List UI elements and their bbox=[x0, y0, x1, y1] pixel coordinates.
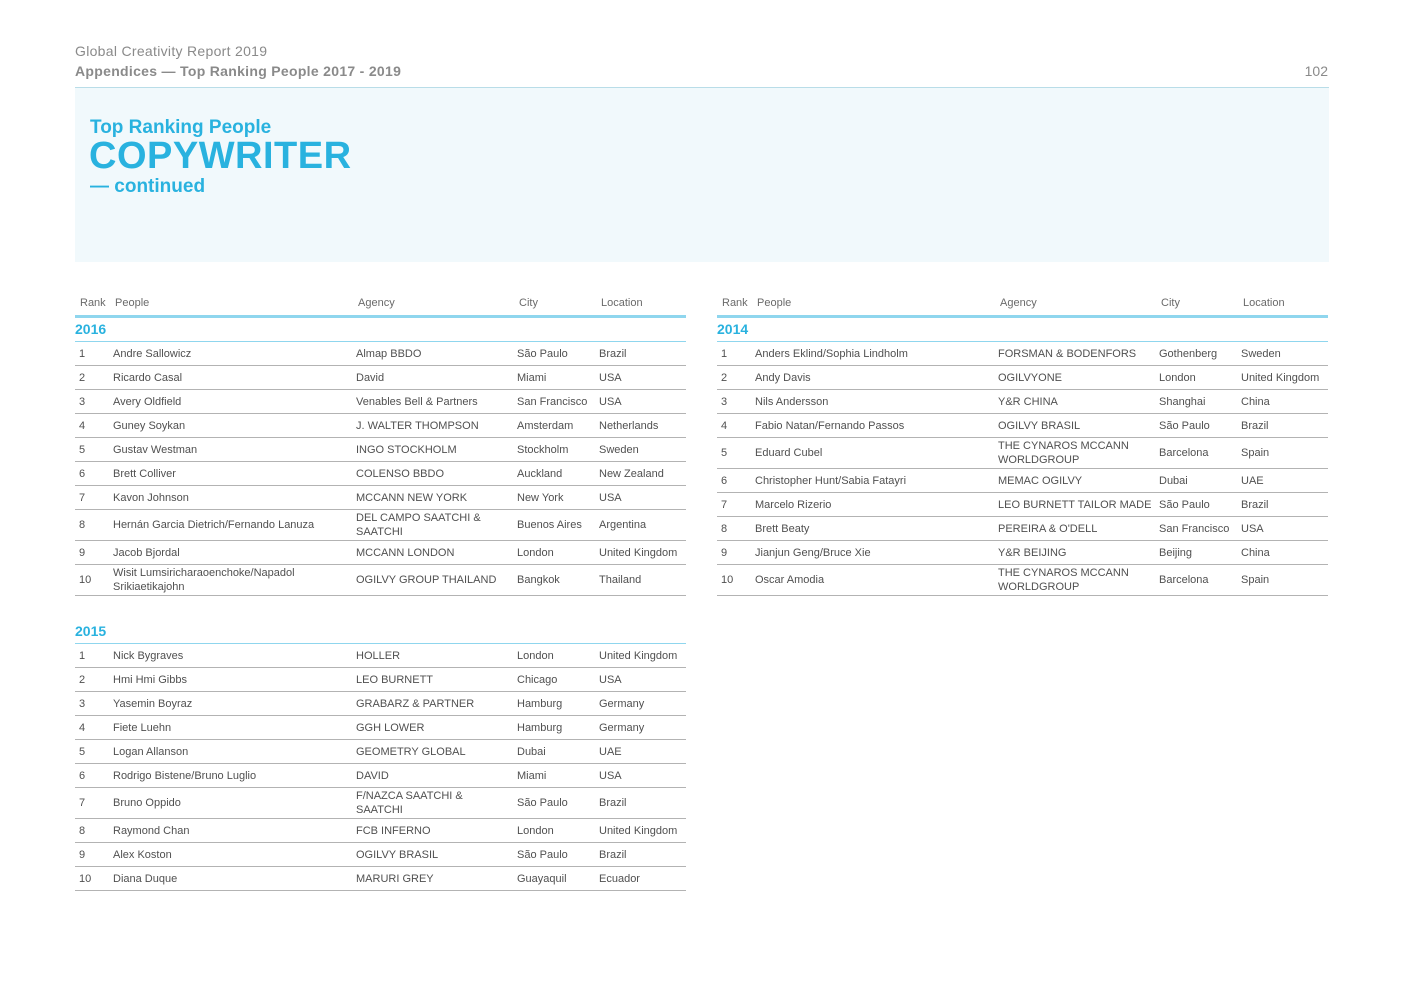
location-cell: Sweden bbox=[1241, 347, 1281, 360]
rank-cell: 7 bbox=[721, 498, 728, 511]
people-cell: Gustav Westman bbox=[113, 443, 198, 456]
agency-cell: GEOMETRY GLOBAL bbox=[356, 745, 466, 758]
city-cell: San Francisco bbox=[1159, 522, 1230, 535]
people-cell: Nils Andersson bbox=[755, 395, 829, 408]
city-cell: São Paulo bbox=[517, 347, 568, 360]
people-cell: Anders Eklind/Sophia Lindholm bbox=[755, 347, 908, 360]
city-cell: London bbox=[1159, 371, 1196, 384]
location-cell: Thailand bbox=[599, 574, 642, 586]
agency-cell: HOLLER bbox=[356, 649, 401, 662]
city-cell: Hamburg bbox=[517, 697, 563, 710]
agency-cell: OGILVY GROUP THAILAND bbox=[356, 574, 497, 586]
rank-cell: 9 bbox=[721, 546, 728, 559]
rank-cell: 7 bbox=[79, 491, 86, 504]
agency-cell: FORSMAN & BODENFORS bbox=[998, 347, 1137, 360]
city-cell: Dubai bbox=[1159, 474, 1188, 487]
rank-cell: 1 bbox=[721, 347, 728, 360]
people-cell: Jianjun Geng/Bruce Xie bbox=[755, 546, 871, 559]
agency-cell: COLENSO BBDO bbox=[356, 467, 445, 480]
agency-cell: Venables Bell & Partners bbox=[356, 395, 478, 408]
people-cell: Ricardo Casal bbox=[113, 371, 183, 384]
rank-cell: 10 bbox=[79, 872, 92, 885]
agency-cell: LEO BURNETT TAILOR MADE bbox=[998, 498, 1152, 511]
rank-cell: 1 bbox=[79, 347, 86, 360]
report-title: Global Creativity Report 2019 bbox=[75, 43, 268, 59]
col-agency: Agency bbox=[1000, 297, 1037, 309]
city-cell: São Paulo bbox=[517, 797, 568, 809]
col-rank: Rank bbox=[80, 297, 106, 309]
col-people: People bbox=[757, 297, 792, 309]
hero-continued: — continued bbox=[90, 176, 206, 197]
table-2015-body bbox=[75, 644, 686, 891]
col-location: Location bbox=[601, 297, 643, 309]
people-cell: Brett Colliver bbox=[113, 467, 176, 480]
table-row bbox=[75, 565, 686, 596]
col-rank: Rank bbox=[722, 297, 748, 309]
table-row bbox=[717, 390, 1328, 414]
table-row bbox=[717, 342, 1328, 366]
rank-cell: 7 bbox=[79, 797, 86, 809]
table-row bbox=[75, 462, 686, 486]
table-row bbox=[75, 764, 686, 788]
rank-cell: 6 bbox=[79, 769, 86, 782]
city-cell: Auckland bbox=[517, 467, 563, 480]
agency-cell: OGILVYONE bbox=[998, 371, 1062, 384]
agency-cell: OGILVY BRASIL bbox=[356, 848, 439, 861]
city-cell: London bbox=[517, 649, 554, 662]
agency-cell: THE CYNAROS MCCANN WORLDGROUP bbox=[998, 567, 1129, 593]
table-row bbox=[75, 867, 686, 891]
table-row bbox=[75, 366, 686, 390]
agency-cell: MEMAC OGILVY bbox=[998, 474, 1083, 487]
table-row bbox=[75, 740, 686, 764]
people-cell: Kavon Johnson bbox=[113, 491, 189, 504]
location-cell: Brazil bbox=[599, 797, 627, 809]
table-row bbox=[717, 366, 1328, 390]
rank-cell: 9 bbox=[79, 546, 86, 559]
city-cell: Barcelona bbox=[1159, 574, 1209, 586]
table-row bbox=[75, 668, 686, 692]
location-cell: USA bbox=[599, 395, 622, 408]
people-cell: Eduard Cubel bbox=[755, 447, 823, 459]
people-cell: Andre Sallowicz bbox=[113, 347, 192, 360]
city-cell: Beijing bbox=[1159, 546, 1193, 559]
rank-cell: 2 bbox=[79, 371, 86, 384]
rank-cell: 6 bbox=[79, 467, 86, 480]
rank-cell: 5 bbox=[79, 745, 86, 758]
people-cell: Hernán Garcia Dietrich/Fernando Lanuza bbox=[113, 519, 315, 531]
rank-cell: 2 bbox=[79, 673, 86, 686]
location-cell: China bbox=[1241, 395, 1270, 408]
people-cell: Yasemin Boyraz bbox=[113, 697, 193, 710]
table-row bbox=[75, 486, 686, 510]
city-cell: São Paulo bbox=[1159, 419, 1210, 432]
agency-cell: MCCANN NEW YORK bbox=[356, 491, 468, 504]
city-cell: London bbox=[517, 824, 554, 837]
city-cell: Dubai bbox=[517, 745, 546, 758]
table-row bbox=[75, 438, 686, 462]
table-row bbox=[75, 541, 686, 565]
location-cell: Brazil bbox=[599, 848, 627, 861]
people-cell: Alex Koston bbox=[113, 848, 172, 861]
agency-cell: Almap BBDO bbox=[356, 347, 422, 360]
year-2014-label: 2014 bbox=[717, 318, 1328, 342]
table-row bbox=[717, 414, 1328, 438]
city-cell: São Paulo bbox=[1159, 498, 1210, 511]
agency-cell: OGILVY BRASIL bbox=[998, 419, 1081, 432]
table-row bbox=[717, 517, 1328, 541]
rank-cell: 3 bbox=[79, 395, 86, 408]
people-cell: Jacob Bjordal bbox=[113, 546, 180, 559]
people-cell: Logan Allanson bbox=[113, 745, 189, 758]
agency-cell: MCCANN LONDON bbox=[356, 546, 455, 559]
col-city: City bbox=[1161, 297, 1180, 309]
location-cell: United Kingdom bbox=[599, 824, 678, 837]
rank-cell: 6 bbox=[721, 474, 728, 487]
column-header-row bbox=[75, 297, 686, 318]
section-title: Appendices — Top Ranking People 2017 - 2019 bbox=[75, 63, 402, 79]
location-cell: Brazil bbox=[599, 347, 627, 360]
rank-cell: 8 bbox=[721, 522, 728, 535]
location-cell: USA bbox=[1241, 522, 1264, 535]
table-2016-body bbox=[75, 342, 686, 596]
col-agency: Agency bbox=[358, 297, 395, 309]
city-cell: Stockholm bbox=[517, 443, 569, 456]
city-cell: Gothenberg bbox=[1159, 347, 1218, 360]
rank-cell: 3 bbox=[721, 395, 728, 408]
city-cell: Hamburg bbox=[517, 721, 563, 734]
city-cell: Miami bbox=[517, 371, 547, 384]
agency-cell: GRABARZ & PARTNER bbox=[356, 697, 475, 710]
rank-cell: 10 bbox=[79, 574, 92, 586]
table-row bbox=[75, 644, 686, 668]
people-cell: Nick Bygraves bbox=[113, 649, 184, 662]
location-cell: Brazil bbox=[1241, 498, 1269, 511]
rank-cell: 4 bbox=[79, 419, 86, 432]
location-cell: China bbox=[1241, 546, 1270, 559]
table-row bbox=[75, 342, 686, 366]
table-row bbox=[717, 541, 1328, 565]
location-cell: USA bbox=[599, 371, 622, 384]
agency-cell: MARURI GREY bbox=[356, 872, 434, 885]
people-cell: Andy Davis bbox=[755, 371, 811, 384]
table-row bbox=[75, 843, 686, 867]
people-cell: Rodrigo Bistene/Bruno Luglio bbox=[113, 769, 257, 782]
table-row bbox=[75, 819, 686, 843]
table-2015 bbox=[75, 620, 686, 891]
location-cell: USA bbox=[599, 673, 622, 686]
city-cell: London bbox=[517, 546, 554, 559]
location-cell: USA bbox=[599, 491, 622, 504]
people-cell: Brett Beaty bbox=[755, 522, 810, 535]
location-cell: United Kingdom bbox=[1241, 371, 1320, 384]
rank-cell: 2 bbox=[721, 371, 728, 384]
table-row bbox=[75, 510, 686, 541]
rank-cell: 5 bbox=[79, 443, 86, 456]
table-row bbox=[75, 716, 686, 740]
location-cell: Brazil bbox=[1241, 419, 1269, 432]
table-row bbox=[75, 788, 686, 819]
people-cell: Guney Soykan bbox=[113, 419, 186, 432]
city-cell: Amsterdam bbox=[517, 419, 574, 432]
col-location: Location bbox=[1243, 297, 1285, 309]
rank-cell: 4 bbox=[721, 419, 728, 432]
page-number: 102 bbox=[1304, 63, 1328, 79]
hero-banner bbox=[75, 87, 1329, 262]
people-cell: Avery Oldfield bbox=[113, 395, 182, 408]
location-cell: Spain bbox=[1241, 574, 1270, 586]
table-row bbox=[717, 438, 1328, 469]
agency-cell: DEL CAMPO SAATCHI & SAATCHI bbox=[356, 512, 481, 538]
city-cell: Bangkok bbox=[517, 574, 560, 586]
table-row bbox=[75, 692, 686, 716]
table-row bbox=[75, 390, 686, 414]
people-cell: Raymond Chan bbox=[113, 824, 190, 837]
agency-cell: F/NAZCA SAATCHI & SAATCHI bbox=[356, 790, 463, 816]
agency-cell: DAVID bbox=[356, 769, 389, 782]
city-cell: Guayaquil bbox=[517, 872, 567, 885]
agency-cell: David bbox=[356, 371, 385, 384]
rank-cell: 9 bbox=[79, 848, 86, 861]
table-right bbox=[717, 297, 1328, 596]
agency-cell: LEO BURNETT bbox=[356, 673, 434, 686]
agency-cell: J. WALTER THOMPSON bbox=[356, 419, 479, 432]
location-cell: Spain bbox=[1241, 447, 1270, 459]
agency-cell: Y&R CHINA bbox=[998, 395, 1058, 408]
agency-cell: INGO STOCKHOLM bbox=[356, 443, 457, 456]
rank-cell: 8 bbox=[79, 519, 86, 531]
table-row bbox=[717, 493, 1328, 517]
city-cell: São Paulo bbox=[517, 848, 568, 861]
location-cell: New Zealand bbox=[599, 467, 664, 480]
table-2014-body bbox=[717, 342, 1328, 596]
city-cell: Shanghai bbox=[1159, 395, 1206, 408]
people-cell: Marcelo Rizerio bbox=[755, 498, 832, 511]
location-cell: Netherlands bbox=[599, 419, 659, 432]
city-cell: Chicago bbox=[517, 673, 558, 686]
agency-cell: PEREIRA & O'DELL bbox=[998, 522, 1098, 535]
year-2016-label: 2016 bbox=[75, 318, 686, 342]
hero-title: COPYWRITER bbox=[89, 135, 352, 177]
people-cell: Bruno Oppido bbox=[113, 797, 181, 809]
location-cell: Ecuador bbox=[599, 872, 640, 885]
location-cell: USA bbox=[599, 769, 622, 782]
rank-cell: 1 bbox=[79, 649, 86, 662]
agency-cell: Y&R BEIJING bbox=[998, 546, 1067, 559]
rank-cell: 8 bbox=[79, 824, 86, 837]
table-row bbox=[717, 469, 1328, 493]
people-cell: Hmi Hmi Gibbs bbox=[113, 673, 187, 686]
year-2015-label: 2015 bbox=[75, 620, 686, 644]
rank-cell: 5 bbox=[721, 447, 728, 459]
people-cell: Oscar Amodia bbox=[755, 574, 825, 586]
location-cell: Sweden bbox=[599, 443, 639, 456]
city-cell: Miami bbox=[517, 769, 547, 782]
location-cell: Argentina bbox=[599, 519, 647, 531]
hero-eyebrow: Top Ranking People bbox=[90, 117, 272, 138]
table-row bbox=[75, 414, 686, 438]
table-left bbox=[75, 297, 686, 596]
rank-cell: 3 bbox=[79, 697, 86, 710]
rank-cell: 4 bbox=[79, 721, 86, 734]
location-cell: United Kingdom bbox=[599, 546, 678, 559]
agency-cell: GGH LOWER bbox=[356, 721, 425, 734]
agency-cell: THE CYNAROS MCCANN WORLDGROUP bbox=[998, 440, 1129, 466]
table-row bbox=[717, 565, 1328, 596]
column-header-row bbox=[717, 297, 1328, 318]
col-people: People bbox=[115, 297, 150, 309]
city-cell: Barcelona bbox=[1159, 447, 1209, 459]
city-cell: New York bbox=[517, 491, 564, 504]
people-cell: Fiete Luehn bbox=[113, 721, 172, 734]
agency-cell: FCB INFERNO bbox=[356, 824, 431, 837]
location-cell: United Kingdom bbox=[599, 649, 678, 662]
location-cell: UAE bbox=[1241, 474, 1264, 487]
rank-cell: 10 bbox=[721, 574, 734, 586]
people-cell: Diana Duque bbox=[113, 872, 178, 885]
location-cell: Germany bbox=[599, 697, 645, 710]
city-cell: Buenos Aires bbox=[517, 519, 582, 531]
col-city: City bbox=[519, 297, 538, 309]
location-cell: Germany bbox=[599, 721, 645, 734]
people-cell: Christopher Hunt/Sabia Fatayri bbox=[755, 474, 907, 487]
city-cell: San Francisco bbox=[517, 395, 588, 408]
location-cell: UAE bbox=[599, 745, 622, 758]
people-cell: Wisit Lumsiricharaoenchoke/Napadol Srikiaetikajohn bbox=[113, 567, 295, 593]
people-cell: Fabio Natan/Fernando Passos bbox=[755, 419, 905, 432]
